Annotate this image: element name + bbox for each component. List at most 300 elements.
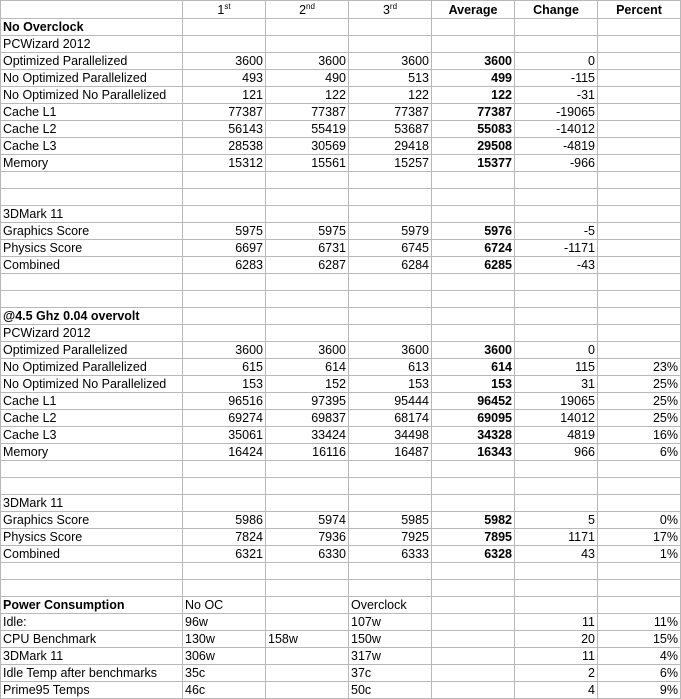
- average-value: 3600: [432, 53, 515, 70]
- empty-cell: [183, 495, 266, 512]
- empty-cell: [432, 19, 515, 36]
- run-3-value: 513: [349, 70, 432, 87]
- average-value: 7895: [432, 529, 515, 546]
- empty-cell: [183, 291, 266, 308]
- empty-cell: [183, 325, 266, 342]
- empty-cell: [432, 274, 515, 291]
- row-label: Physics Score: [1, 529, 183, 546]
- power-percent-value: 11%: [598, 614, 681, 631]
- run-3-value: 5985: [349, 512, 432, 529]
- percent-value: 23%: [598, 359, 681, 376]
- table-row: [1, 512, 681, 529]
- run-1-value: 153: [183, 376, 266, 393]
- run-2-value: 3600: [266, 53, 349, 70]
- percent-value: 0%: [598, 512, 681, 529]
- percent-value: [598, 104, 681, 121]
- empty-cell: [598, 36, 681, 53]
- table-row: [1, 155, 681, 172]
- empty-cell: [598, 495, 681, 512]
- empty-cell: [598, 461, 681, 478]
- table-row: [1, 359, 681, 376]
- empty-cell: [349, 580, 432, 597]
- spacer-row: [1, 172, 681, 189]
- empty-cell: [432, 291, 515, 308]
- run-1-value: 615: [183, 359, 266, 376]
- run-2-value: 33424: [266, 427, 349, 444]
- empty-cell: [266, 172, 349, 189]
- empty-cell: [432, 478, 515, 495]
- run-2-value: 3600: [266, 342, 349, 359]
- empty-cell: [266, 461, 349, 478]
- empty-cell: [598, 597, 681, 614]
- empty-cell: [515, 495, 598, 512]
- run-1-value: 7824: [183, 529, 266, 546]
- empty-cell: [515, 172, 598, 189]
- change-value: -14012: [515, 121, 598, 138]
- run-2-value: 490: [266, 70, 349, 87]
- row-label: Optimized Parallelized: [1, 53, 183, 70]
- row-label: Cache L1: [1, 393, 183, 410]
- header-change: Change: [515, 1, 598, 19]
- percent-value: 25%: [598, 393, 681, 410]
- empty-cell: [183, 274, 266, 291]
- section-title: [1, 308, 681, 325]
- run-2-value: 7936: [266, 529, 349, 546]
- change-value: -966: [515, 155, 598, 172]
- power-change-value: 2: [515, 665, 598, 682]
- power-label: CPU Benchmark: [1, 631, 183, 648]
- empty-cell: [598, 172, 681, 189]
- spacer-row: [1, 580, 681, 597]
- change-value: 43: [515, 546, 598, 563]
- empty-cell: [1, 172, 183, 189]
- table-row: [1, 121, 681, 138]
- empty-cell: [515, 19, 598, 36]
- oc-value: 107w: [349, 614, 432, 631]
- power-change-value: 20: [515, 631, 598, 648]
- empty-cell: [515, 325, 598, 342]
- no-oc-value: 35c: [183, 665, 266, 682]
- header-average: Average: [432, 1, 515, 19]
- percent-value: 6%: [598, 444, 681, 461]
- change-value: -4819: [515, 138, 598, 155]
- power-change-value: 4: [515, 682, 598, 699]
- row-label: Combined: [1, 546, 183, 563]
- power-row: [1, 648, 681, 665]
- spacer-row: [1, 291, 681, 308]
- percent-value: 1%: [598, 546, 681, 563]
- average-value: 614: [432, 359, 515, 376]
- run-1-value: 3600: [183, 342, 266, 359]
- table-row: [1, 546, 681, 563]
- average-value: 6285: [432, 257, 515, 274]
- row-label: Graphics Score: [1, 512, 183, 529]
- empty-cell: [598, 478, 681, 495]
- empty-cell: [598, 580, 681, 597]
- empty-cell: [349, 274, 432, 291]
- run-3-value: 68174: [349, 410, 432, 427]
- section-title-label: No Overclock: [1, 19, 183, 36]
- spacer-row: [1, 189, 681, 206]
- empty-cell: [266, 36, 349, 53]
- run-2-value: 5975: [266, 223, 349, 240]
- empty-cell: [432, 461, 515, 478]
- no-oc-label: No OC: [183, 597, 266, 614]
- run-2-value: 55419: [266, 121, 349, 138]
- run-2-value: 69837: [266, 410, 349, 427]
- empty-cell: [349, 478, 432, 495]
- empty-cell: [349, 461, 432, 478]
- extra-value: [266, 648, 349, 665]
- run-1-value: 6283: [183, 257, 266, 274]
- run-3-value: 3600: [349, 53, 432, 70]
- empty-cell: [183, 563, 266, 580]
- average-value: 499: [432, 70, 515, 87]
- empty-cell: [515, 189, 598, 206]
- row-label: No Optimized Parallelized: [1, 359, 183, 376]
- row-label: No Optimized No Parallelized: [1, 376, 183, 393]
- change-value: -5: [515, 223, 598, 240]
- run-1-value: 6321: [183, 546, 266, 563]
- change-value: 0: [515, 53, 598, 70]
- empty-cell: [515, 308, 598, 325]
- run-1-value: 77387: [183, 104, 266, 121]
- run-3-value: 16487: [349, 444, 432, 461]
- header-run-3: 3rd: [349, 1, 432, 19]
- empty-cell: [432, 189, 515, 206]
- row-label: Memory: [1, 155, 183, 172]
- empty-cell: [266, 291, 349, 308]
- average-value: 16343: [432, 444, 515, 461]
- change-value: -1171: [515, 240, 598, 257]
- empty-cell: [349, 189, 432, 206]
- empty-cell: [349, 206, 432, 223]
- empty-cell: [432, 206, 515, 223]
- spacer-row: [1, 274, 681, 291]
- pcwizard-heading: [1, 36, 681, 53]
- change-value: 1171: [515, 529, 598, 546]
- spacer-row: [1, 478, 681, 495]
- table-row: [1, 240, 681, 257]
- empty-cell: [266, 189, 349, 206]
- empty-cell: [598, 274, 681, 291]
- average-value: 34328: [432, 427, 515, 444]
- run-1-value: 69274: [183, 410, 266, 427]
- power-percent-value: 9%: [598, 682, 681, 699]
- run-2-value: 77387: [266, 104, 349, 121]
- percent-value: [598, 342, 681, 359]
- percent-value: 16%: [598, 427, 681, 444]
- empty-cell: [515, 206, 598, 223]
- average-value: 5976: [432, 223, 515, 240]
- change-value: -43: [515, 257, 598, 274]
- power-title: Power Consumption: [1, 597, 183, 614]
- run-1-value: 35061: [183, 427, 266, 444]
- no-oc-value: 46c: [183, 682, 266, 699]
- run-2-value: 15561: [266, 155, 349, 172]
- power-change-value: 11: [515, 648, 598, 665]
- header-run-1: 1st: [183, 1, 266, 19]
- empty-cell: [349, 563, 432, 580]
- change-value: 5: [515, 512, 598, 529]
- run-3-value: 613: [349, 359, 432, 376]
- run-1-value: 28538: [183, 138, 266, 155]
- power-percent-value: 6%: [598, 665, 681, 682]
- empty-cell: [183, 461, 266, 478]
- power-percent-value: 4%: [598, 648, 681, 665]
- empty-cell: [183, 189, 266, 206]
- empty-cell: [183, 36, 266, 53]
- empty-cell: [183, 19, 266, 36]
- power-row: [1, 631, 681, 648]
- run-1-value: 15312: [183, 155, 266, 172]
- row-label: Physics Score: [1, 240, 183, 257]
- empty-cell: [183, 308, 266, 325]
- table-row: [1, 53, 681, 70]
- table-row: [1, 104, 681, 121]
- table-row: [1, 138, 681, 155]
- empty-cell: [1, 563, 183, 580]
- empty-cell: [432, 325, 515, 342]
- empty-cell: [432, 172, 515, 189]
- empty-cell: [349, 172, 432, 189]
- empty-cell: [266, 206, 349, 223]
- run-2-value: 97395: [266, 393, 349, 410]
- table-row: [1, 393, 681, 410]
- empty-cell: [266, 478, 349, 495]
- percent-value: 17%: [598, 529, 681, 546]
- row-label: Combined: [1, 257, 183, 274]
- empty-cell: [598, 308, 681, 325]
- run-1-value: 6697: [183, 240, 266, 257]
- empty-cell: [1, 274, 183, 291]
- empty-cell: [432, 597, 515, 614]
- run-3-value: 95444: [349, 393, 432, 410]
- empty-cell: [515, 563, 598, 580]
- header-row: [1, 1, 681, 19]
- empty-cell: [598, 19, 681, 36]
- run-2-value: 5974: [266, 512, 349, 529]
- run-2-value: 6287: [266, 257, 349, 274]
- run-3-value: 5979: [349, 223, 432, 240]
- empty-cell: [266, 563, 349, 580]
- run-3-value: 153: [349, 376, 432, 393]
- threedmark-heading: [1, 206, 681, 223]
- average-value: 77387: [432, 104, 515, 121]
- row-label: Graphics Score: [1, 223, 183, 240]
- spacer-row: [1, 461, 681, 478]
- extra-value: [266, 682, 349, 699]
- extra-value: [266, 665, 349, 682]
- average-value: 153: [432, 376, 515, 393]
- empty-cell: [515, 597, 598, 614]
- run-2-value: 6330: [266, 546, 349, 563]
- run-1-value: 121: [183, 87, 266, 104]
- run-2-value: 122: [266, 87, 349, 104]
- empty-cell: [432, 580, 515, 597]
- percent-value: [598, 257, 681, 274]
- empty-cell: [598, 563, 681, 580]
- empty-cell: [1, 580, 183, 597]
- run-2-value: 152: [266, 376, 349, 393]
- run-2-value: 30569: [266, 138, 349, 155]
- run-3-value: 3600: [349, 342, 432, 359]
- average-value: 15377: [432, 155, 515, 172]
- empty-cell: [1, 291, 183, 308]
- run-3-value: 6284: [349, 257, 432, 274]
- change-value: -115: [515, 70, 598, 87]
- percent-value: 25%: [598, 376, 681, 393]
- row-label: Memory: [1, 444, 183, 461]
- run-3-value: 34498: [349, 427, 432, 444]
- empty-cell: [598, 206, 681, 223]
- table-row: [1, 257, 681, 274]
- run-1-value: 16424: [183, 444, 266, 461]
- row-label: Cache L2: [1, 410, 183, 427]
- section-title-label: @4.5 Ghz 0.04 overvolt: [1, 308, 183, 325]
- empty-cell: [432, 563, 515, 580]
- power-label: Idle:: [1, 614, 183, 631]
- run-3-value: 15257: [349, 155, 432, 172]
- average-value: 5982: [432, 512, 515, 529]
- run-3-value: 6333: [349, 546, 432, 563]
- percent-value: [598, 223, 681, 240]
- empty-cell: [432, 631, 515, 648]
- extra-value: [266, 614, 349, 631]
- empty-cell: [266, 19, 349, 36]
- percent-value: [598, 87, 681, 104]
- row-label: Cache L3: [1, 427, 183, 444]
- power-row: [1, 682, 681, 699]
- row-label: Optimized Parallelized: [1, 342, 183, 359]
- change-value: 966: [515, 444, 598, 461]
- power-change-value: 11: [515, 614, 598, 631]
- empty-cell: [349, 19, 432, 36]
- run-1-value: 493: [183, 70, 266, 87]
- threedmark-heading-label: 3DMark 11: [1, 206, 183, 223]
- percent-value: [598, 155, 681, 172]
- percent-value: [598, 138, 681, 155]
- empty-cell: [432, 308, 515, 325]
- empty-cell: [349, 291, 432, 308]
- empty-cell: [598, 291, 681, 308]
- oc-value: 50c: [349, 682, 432, 699]
- empty-cell: [183, 172, 266, 189]
- power-label: 3DMark 11: [1, 648, 183, 665]
- table-row: [1, 87, 681, 104]
- header-percent: Percent: [598, 1, 681, 19]
- empty-cell: [1, 189, 183, 206]
- row-label: Cache L1: [1, 104, 183, 121]
- empty-cell: [432, 665, 515, 682]
- run-3-value: 7925: [349, 529, 432, 546]
- table-row: [1, 376, 681, 393]
- average-value: 55083: [432, 121, 515, 138]
- run-1-value: 5975: [183, 223, 266, 240]
- percent-value: [598, 70, 681, 87]
- change-value: 14012: [515, 410, 598, 427]
- empty-cell: [266, 274, 349, 291]
- empty-cell: [598, 325, 681, 342]
- pcwizard-heading-label: PCWizard 2012: [1, 325, 183, 342]
- oc-value: 317w: [349, 648, 432, 665]
- percent-value: [598, 121, 681, 138]
- change-value: 19065: [515, 393, 598, 410]
- empty-cell: [432, 36, 515, 53]
- empty-cell: [598, 189, 681, 206]
- table-row: [1, 342, 681, 359]
- empty-cell: [432, 682, 515, 699]
- empty-cell: [515, 274, 598, 291]
- power-label: Idle Temp after benchmarks: [1, 665, 183, 682]
- oc-value: 37c: [349, 665, 432, 682]
- power-label: Prime95 Temps: [1, 682, 183, 699]
- table-row: [1, 410, 681, 427]
- empty-cell: [432, 648, 515, 665]
- spacer-row: [1, 563, 681, 580]
- power-header-row: [1, 597, 681, 614]
- empty-cell: [183, 478, 266, 495]
- table-row: [1, 444, 681, 461]
- change-value: -31: [515, 87, 598, 104]
- table-row: [1, 223, 681, 240]
- threedmark-heading-label: 3DMark 11: [1, 495, 183, 512]
- empty-cell: [349, 308, 432, 325]
- empty-cell: [515, 580, 598, 597]
- run-3-value: 6745: [349, 240, 432, 257]
- run-1-value: 96516: [183, 393, 266, 410]
- empty-cell: [515, 461, 598, 478]
- change-value: 31: [515, 376, 598, 393]
- run-3-value: 122: [349, 87, 432, 104]
- empty-cell: [266, 495, 349, 512]
- change-value: -19065: [515, 104, 598, 121]
- run-1-value: 56143: [183, 121, 266, 138]
- row-label: Cache L2: [1, 121, 183, 138]
- no-oc-value: 306w: [183, 648, 266, 665]
- run-3-value: 29418: [349, 138, 432, 155]
- oc-value: 150w: [349, 631, 432, 648]
- row-label: Cache L3: [1, 138, 183, 155]
- no-oc-value: 96w: [183, 614, 266, 631]
- extra-value: 158w: [266, 631, 349, 648]
- average-value: 29508: [432, 138, 515, 155]
- table-row: [1, 427, 681, 444]
- empty-cell: [266, 597, 349, 614]
- run-3-value: 53687: [349, 121, 432, 138]
- run-3-value: 77387: [349, 104, 432, 121]
- run-2-value: 16116: [266, 444, 349, 461]
- threedmark-heading: [1, 495, 681, 512]
- empty-cell: [432, 614, 515, 631]
- row-label: No Optimized Parallelized: [1, 70, 183, 87]
- change-value: 4819: [515, 427, 598, 444]
- empty-cell: [266, 580, 349, 597]
- average-value: 3600: [432, 342, 515, 359]
- percent-value: [598, 53, 681, 70]
- header-blank: [1, 1, 183, 19]
- empty-cell: [515, 478, 598, 495]
- empty-cell: [1, 461, 183, 478]
- average-value: 122: [432, 87, 515, 104]
- empty-cell: [183, 206, 266, 223]
- empty-cell: [1, 478, 183, 495]
- empty-cell: [515, 291, 598, 308]
- oc-label: Overclock: [349, 597, 432, 614]
- change-value: 115: [515, 359, 598, 376]
- empty-cell: [349, 325, 432, 342]
- no-oc-value: 130w: [183, 631, 266, 648]
